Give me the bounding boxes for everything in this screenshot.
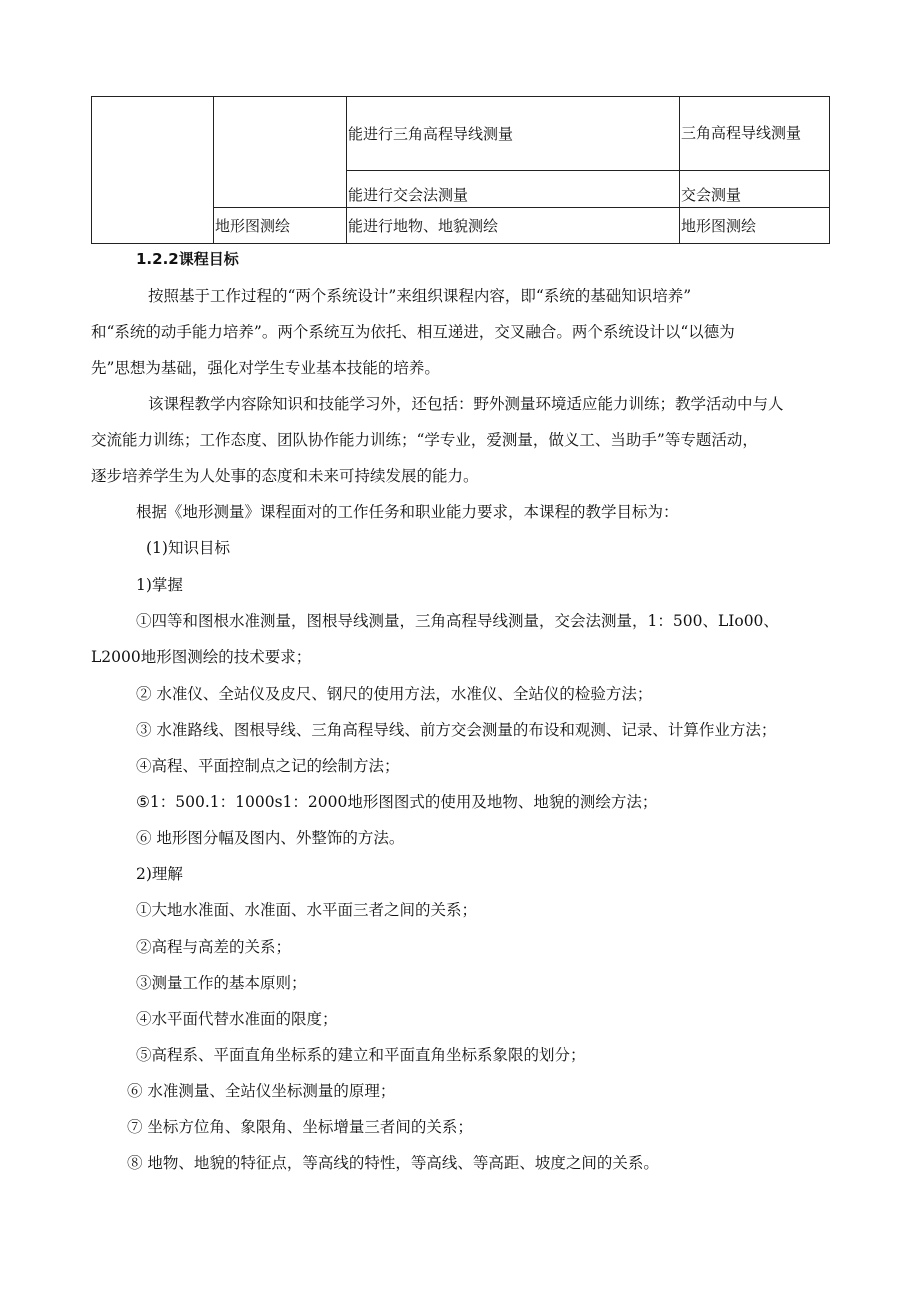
list-item: ①大地水准面、水准面、水平面三者之间的关系； xyxy=(136,901,478,919)
list-item: ② 水准仪、全站仪及皮尺、钢尺的使用方法，水准仪、全站仪的检验方法； xyxy=(136,685,653,703)
list-item: ③测量工作的基本原则； xyxy=(136,974,307,992)
paragraph-line: 按照基于工作过程的“两个系统设计”来组织课程内容，即“系统的基础知识培养” xyxy=(148,287,692,305)
paragraph-line: 先”思想为基础，强化对学生专业基本技能的培养。 xyxy=(91,359,440,377)
list-item: ②高程与高差的关系； xyxy=(136,938,292,956)
skills-table xyxy=(91,96,830,244)
list-item: ⑤1：500.1：1000s1：2000地形图图式的使用及地物、地貌的测绘方法； xyxy=(136,793,658,811)
table-cell: 三角高程导线测量 xyxy=(680,97,830,171)
table-cell: 地形图测绘 xyxy=(680,208,830,244)
table-row xyxy=(92,97,830,171)
table-cell: 交会测量 xyxy=(680,171,830,208)
table-cell: 能进行地物、地貌测绘 xyxy=(347,208,680,244)
paragraph-line: 逐步培养学生为人处事的态度和未来可持续发展的能力。 xyxy=(91,467,479,485)
paragraph-line: 和“系统的动手能力培养”。两个系统互为依托、相互递进，交叉融合。两个系统设计以“以德为 xyxy=(91,323,735,341)
section-heading: 1.2.2课程目标 xyxy=(136,250,239,268)
table-cell: 地形图测绘 xyxy=(214,208,347,244)
list-item: ③ 水准路线、图根导线、三角高程导线、前方交会测量的布设和观测、记录、计算作业方法； xyxy=(136,721,777,739)
paragraph-line: 根据《地形测量》课程面对的工作任务和职业能力要求，本课程的教学目标为： xyxy=(136,503,679,521)
list-item: ⑤高程系、平面直角坐标系的建立和平面直角坐标系象限的划分； xyxy=(136,1046,586,1064)
list-item: ⑥ 水准测量、全站仪坐标测量的原理； xyxy=(127,1082,396,1100)
table-cell: 能进行三角高程导线测量 xyxy=(347,97,680,171)
table-cell xyxy=(214,97,347,208)
list-item: ⑧ 地物、地貌的特征点，等高线的特性，等高线、等高距、坡度之间的关系。 xyxy=(127,1154,659,1172)
table-cell xyxy=(92,97,214,244)
list-item: ⑥ 地形图分幅及图内、外整饰的方法。 xyxy=(136,829,405,847)
list-item: ⑦ 坐标方位角、象限角、坐标增量三者间的关系； xyxy=(127,1118,473,1136)
subheading: (1)知识目标 xyxy=(146,539,230,557)
paragraph-line: 该课程教学内容除知识和技能学习外，还包括：野外测量环境适应能力训练；教学活动中与人 xyxy=(148,395,784,413)
list-item: ④水平面代替水准面的限度； xyxy=(136,1010,338,1028)
list-item: ④高程、平面控制点之记的绘制方法； xyxy=(136,757,400,775)
subheading: 1)掌握 xyxy=(136,576,183,594)
list-item: ①四等和图根水准测量，图根导线测量，三角高程导线测量，交会法测量，1：500、LIo00、 xyxy=(136,612,779,630)
table-cell: 能进行交会法测量 xyxy=(347,171,680,208)
list-item-continued: L2000地形图测绘的技术要求； xyxy=(91,648,312,666)
subheading: 2)理解 xyxy=(136,865,183,883)
paragraph-line: 交流能力训练；工作态度、团队协作能力训练；“学专业，爱测量，做义工、当助手”等专题活动， xyxy=(91,431,758,449)
